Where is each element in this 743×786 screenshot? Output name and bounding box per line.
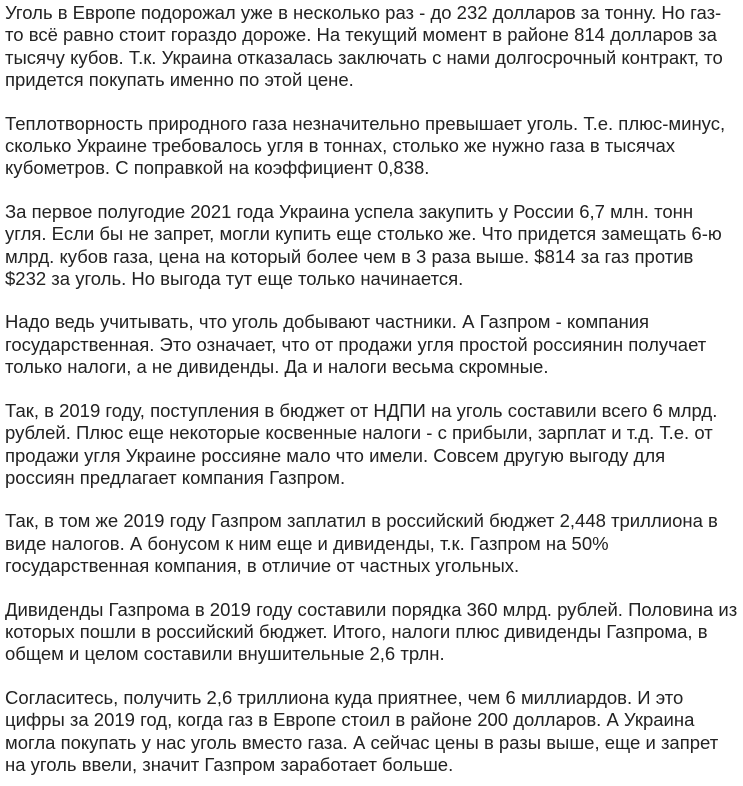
paragraph-1: Уголь в Европе подорожал уже в несколько раз - до 232 долларов за тонну. Но газ-то всё равно стоит гораздо дороже. На текущий момент в районе 814 долларов за тысячу кубов. Т.к. Украина отказалась заключать с нами долгосрочный контракт, то придется покупать именно по этой цене. — [5, 2, 723, 91]
paragraph-4: Надо ведь учитывать, что уголь добывают частники. А Газпром - компания государственная. Это означает, что от продажи угля простой россиянин получает только налоги, а не дивиденды. Да и налоги весьма скромные. — [5, 311, 707, 378]
paragraph-8: Согласитесь, получить 2,6 триллиона куда приятнее, чем 6 миллиардов. И это цифры за 2019 год, когда газ в Европе стоил в районе 200 долларов. А Украина могла покупать у нас уголь вместо газа. А сейчас цены в разы выше, еще и запрет на уголь ввели, значит Газпром заработает больше. — [5, 686, 719, 775]
paragraph-5: Так, в 2019 году, поступления в бюджет от НДПИ на уголь составили всего 6 млрд. рублей. Плюс еще некоторые косвенные налоги - с прибыли, зарплат и т.д. Т.е. от продажи угля Украине россияне мало что имели. Совсем другую выгоду для россиян предлагает компания Газпром. — [5, 399, 718, 488]
paragraph-7: Дивиденды Газпрома в 2019 году составили порядка 360 млрд. рублей. Половина из которых пошли в российский бюджет. Итого, налоги плюс дивиденды Газпрома, в общем и целом составили внушительные 2,6 трлн. — [5, 598, 738, 665]
paragraph-6: Так, в том же 2019 году Газпром заплатил в российский бюджет 2,448 триллиона в виде налогов. А бонусом к ним еще и дивиденды, т.к. Газпром на 50% государственная компания, в отличие от частных угольных. — [5, 510, 718, 577]
paragraph-2: Теплотворность природного газа незначительно превышает уголь. Т.е. плюс-минус, сколько Украине требовалось угля в тоннах, столько же нужно газа в тысячах кубометров. С поправкой на коэффициент 0,838. — [5, 112, 726, 179]
paragraph-3: За первое полугодие 2021 года Украина успела закупить у России 6,7 млн. тонн угля. Если бы не запрет, могли купить еще столько же. Что придется замещать 6-ю млрд. кубов газа, цена на который более чем в 3 раза выше. $814 за газ против $232 за уголь. Но выгода тут еще только начинается. — [5, 200, 722, 290]
